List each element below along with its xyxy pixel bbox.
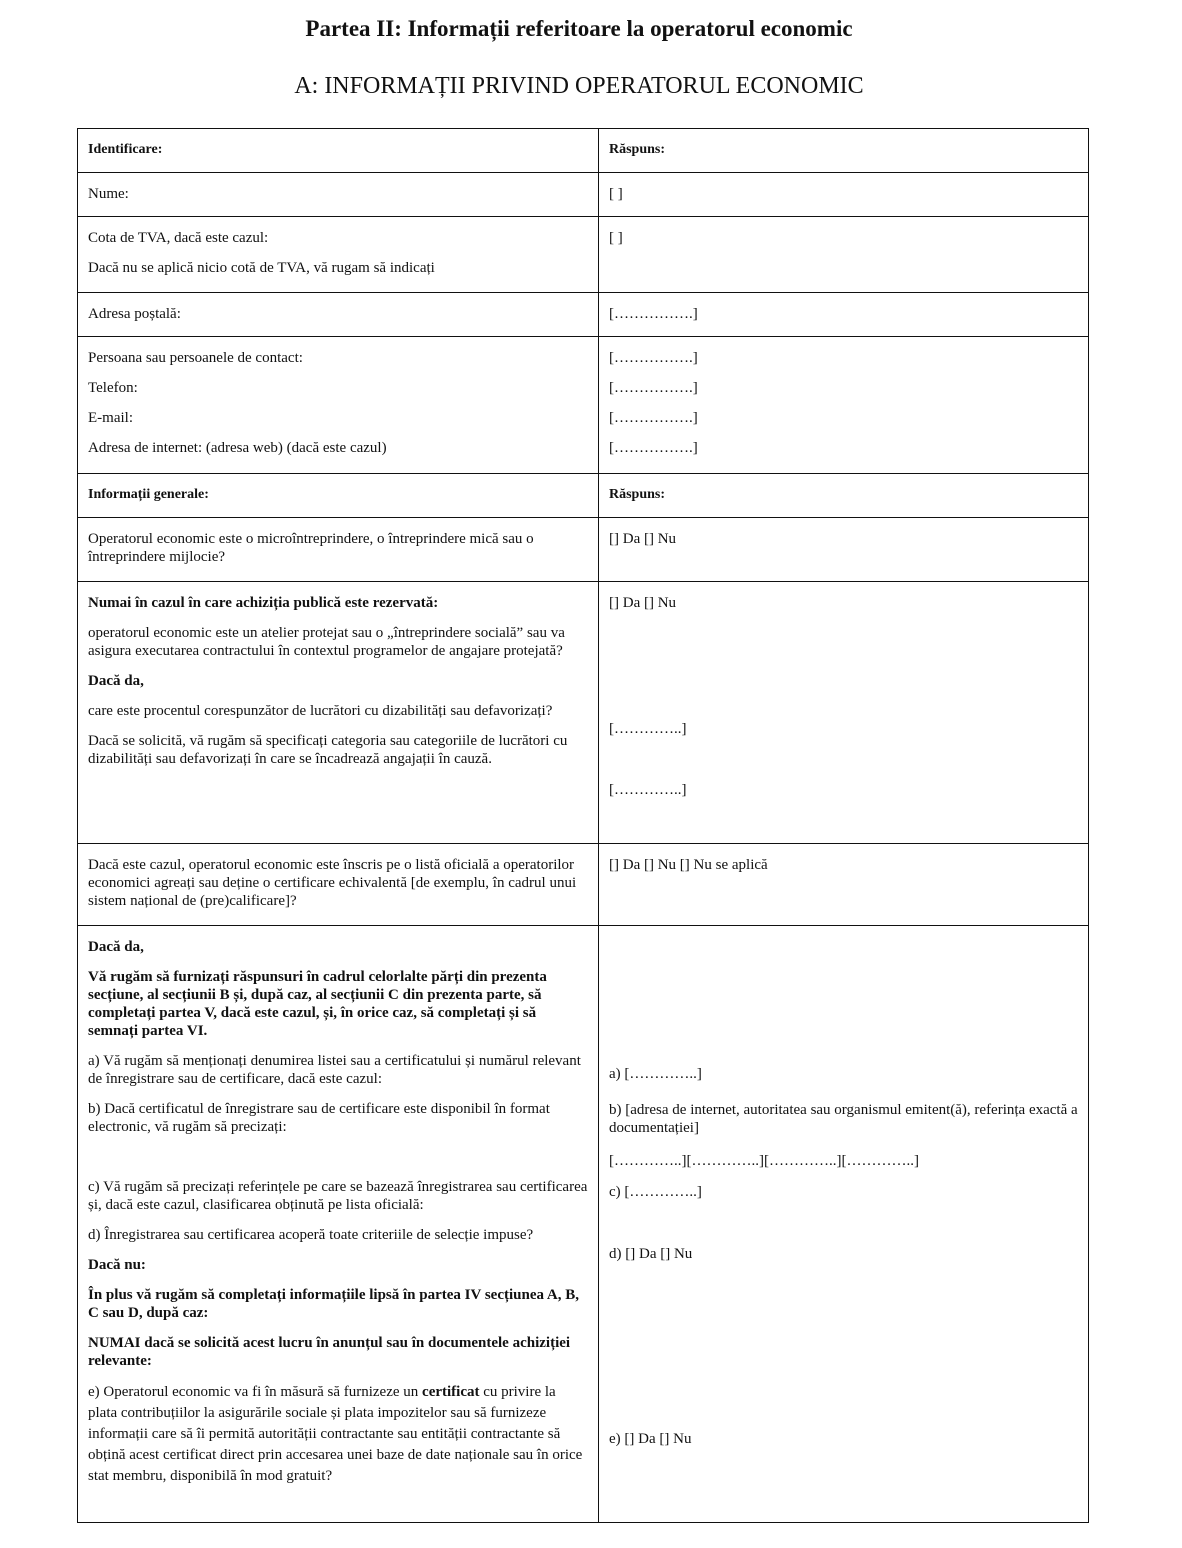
answer-lista-oficiala[interactable]: [] Da [] Nu [] Nu se aplică [599,844,1089,926]
answer-microintreprindere[interactable]: [] Da [] Nu [599,518,1089,582]
table-row [78,217,1089,293]
label-contact: Persoana sau persoanele de contact: [88,350,303,366]
table-row [78,474,1089,518]
header-raspuns: Răspuns: [599,129,1089,173]
table-row [78,129,1089,173]
label-daca-da: Dacă da, [88,939,144,955]
label-b: b) Dacă certificatul de înregistrare sau de certificare este disponibil în format electronic, vă rugăm să precizați: [88,1101,550,1135]
answer-categorie[interactable]: […………..] [609,782,687,798]
header-identificare: Identificare: [78,129,599,173]
operator-form-table [77,128,1089,1523]
label-nume: Nume: [78,173,599,217]
table-row [78,926,1089,1523]
label-a: a) Vă rugăm să menționați denumirea listei sau a certificatului și numărul relevant de înregistrare sau de certificare, dacă este cazul: [88,1053,581,1087]
label-e-pre: e) Operatorul economic va fi în măsură să furnizeze un [88,1384,423,1400]
cell-tva [78,217,599,293]
label-email: E-mail: [88,410,133,426]
answer-tva[interactable]: [ ] [599,217,1089,293]
label-rezervata-title: Numai în cazul în care achiziția publică este rezervată: [88,595,439,611]
label-e-post: cu privire la plata contribuțiilor la asigurările sociale și plata impozitelor sau să furnizeze informații care să îi permită autorității contractante sau entității contractante să obțină acest certificat direct prin accesarea unei baze de date naționale sau în orice stat membru, disponibilă în mod gratuit? [88,1384,583,1484]
label-daca-nu: Dacă nu: [88,1257,146,1273]
cell-contact-answers [599,337,1089,474]
label-procent: care este procentul corespunzător de lucrători cu dizabilități sau defavorizați? [88,703,553,719]
answer-b-refs[interactable]: […………..][…………..][…………..][…………..] [609,1153,919,1169]
label-e-bold: certificat [422,1384,480,1400]
cell-detalii-answers [599,926,1089,1523]
cell-contact [78,337,599,474]
table-row [78,582,1089,844]
cell-rezervata [78,582,599,844]
answer-c[interactable]: c) […………..] [609,1184,702,1200]
label-lista-oficiala: Dacă este cazul, operatorul economic este înscris pe o listă oficială a operatorilor economici agreați sau deține o certificare echivalentă [de exemplu, în cadrul unui sistem național de (pre)calificare]? [78,844,599,926]
header-informatii-generale: Informații generale: [78,474,599,518]
label-adresa: Adresa poștală: [78,293,599,337]
label-instructiuni: Vă rugăm să furnizați răspunsuri în cadrul celorlalte părți din prezenta secțiune, al secțiunii B și, după caz, al secțiunii C din prezenta parte, să completați partea V, dacă este cazul, și, în orice caz, să completați și să semnați partea VI. [88,969,547,1039]
label-rezervata-text: operatorul economic este un atelier protejat sau o „întreprindere socială” sau va asigura executarea contractului în contextul programelor de angajare protejată? [88,625,565,659]
label-d: d) Înregistrarea sau certificarea acoperă toate criteriile de selecție impuse? [88,1227,534,1243]
label-microintreprindere: Operatorul economic este o microîntreprindere, o întreprindere mică sau o întreprindere mijlocie? [78,518,599,582]
section-title: A: INFORMAȚII PRIVIND OPERATORUL ECONOMIC [294,73,864,99]
table-row [78,337,1089,474]
answer-contact[interactable]: […………….] [609,350,698,366]
label-telefon: Telefon: [88,380,138,396]
cell-rezervata-answers [599,582,1089,844]
answer-adresa[interactable]: […………….] [599,293,1089,337]
table-row [78,173,1089,217]
label-numai: NUMAI dacă se solicită acest lucru în anunțul sau în documentele achiziției relevante: [88,1335,571,1369]
table-row [78,293,1089,337]
label-categorie: Dacă se solicită, vă rugăm să specificați categoria sau categoriile de lucrători cu dizabilități sau defavorizați în care se încadrează angajații în cauză. [88,733,568,767]
answer-d[interactable]: d) [] Da [] Nu [609,1246,693,1262]
table-row [78,844,1089,926]
answer-rezervata[interactable]: [] Da [] Nu [609,595,677,611]
cell-detalii [78,926,599,1523]
answer-a[interactable]: a) […………..] [609,1066,702,1082]
table-row [78,518,1089,582]
answer-web[interactable]: […………….] [609,440,698,456]
label-tva: Cota de TVA, dacă este cazul: [88,230,269,246]
label-web: Adresa de internet: (adresa web) (dacă este cazul) [88,440,387,456]
answer-procent[interactable]: […………..] [609,721,687,737]
header-raspuns: Răspuns: [599,474,1089,518]
label-daca-da: Dacă da, [88,673,144,689]
label-c: c) Vă rugăm să precizați referințele pe care se bazează înregistrarea sau certificarea și, dacă este cazul, clasificarea obținută pe lista oficială: [88,1179,588,1213]
label-tva-note: Dacă nu se aplică nicio cotă de TVA, vă rugam să indicați [88,260,435,276]
label-in-plus: În plus vă rugăm să completați informațiile lipsă în partea IV secțiunea A, B, C sau D, după caz: [88,1287,579,1321]
answer-nume[interactable]: [ ] [599,173,1089,217]
answer-e[interactable]: e) [] Da [] Nu [609,1431,692,1447]
label-e [88,1382,588,1487]
page-title: Partea II: Informații referitoare la operatorul economic [305,16,853,41]
answer-b[interactable]: b) [adresa de internet, autoritatea sau organismul emitent(ă), referința exactă a documentației] [609,1102,1078,1136]
answer-telefon[interactable]: […………….] [609,380,698,396]
answer-email[interactable]: […………….] [609,410,698,426]
